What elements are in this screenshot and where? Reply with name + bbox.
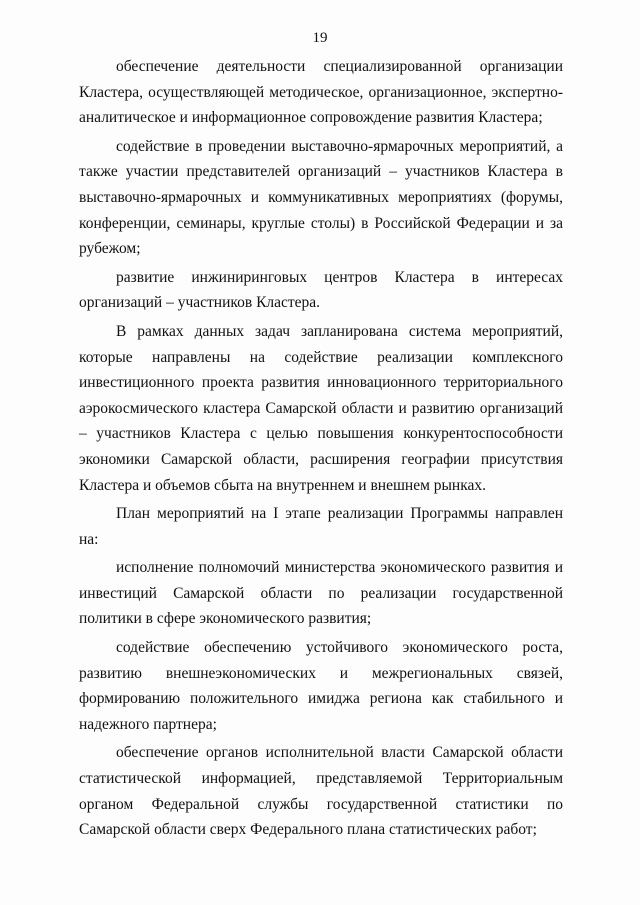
paragraph-engineering-centers: развитие инжиниринговых центров Кластера в интересах организаций – участников Кластера. [79,268,563,312]
paragraph-exhibitions: содействие в проведении выставочно-ярмарочных мероприятий, а также участии представителей организаций – участников Кластера в выставочно-ярмарочных и коммуникативных мероприятиях (форумы, конференции, семинары, круглые столы) в Российской Федерации и за рубежом; [79,137,563,258]
paragraph-plan-intro: План мероприятий на I этапе реализации Программы направлен на: [79,505,563,548]
paragraph-economic-growth: содействие обеспечению устойчивого экономического роста, развитию внешнеэкономических и межрегиональных связей, формированию положительного имиджа региона как стабильного и надежного партнера; [79,639,563,733]
page-number: 19 [312,30,328,46]
paragraph-statistics: обеспечение органов исполнительной власти Самарской области статистической информацией, представляемой Территориальным органом Федеральной службы государственной статистики по Самарской области сверх Федерального плана статистических работ; [79,744,563,839]
paragraph-events-system: В рамках данных задач запланирована система мероприятий, которые направлены на содействие реализации комплексного инвестиционного проекта развития инновационного территориального аэрокосмического кластера Самарской области и развитию организаций – участников Кластера с целью повышения конкурентоспособности экономики Самарской области, расширения географии присутствия Кластера и объемов сбыта на внутреннем и внешнем рынках. [79,322,563,494]
document-body [79,54,563,846]
paragraph-specialized-organization: обеспечение деятельности специализированной организации Кластера, осуществляющей методическое, организационное, экспертно-аналитическое и информационное сопровождение развития Кластера; [79,58,563,127]
paragraph-ministry-powers: исполнение полномочий министерства экономического развития и инвестиций Самарской области по реализации государственной политики в сфере экономического развития; [79,559,563,628]
